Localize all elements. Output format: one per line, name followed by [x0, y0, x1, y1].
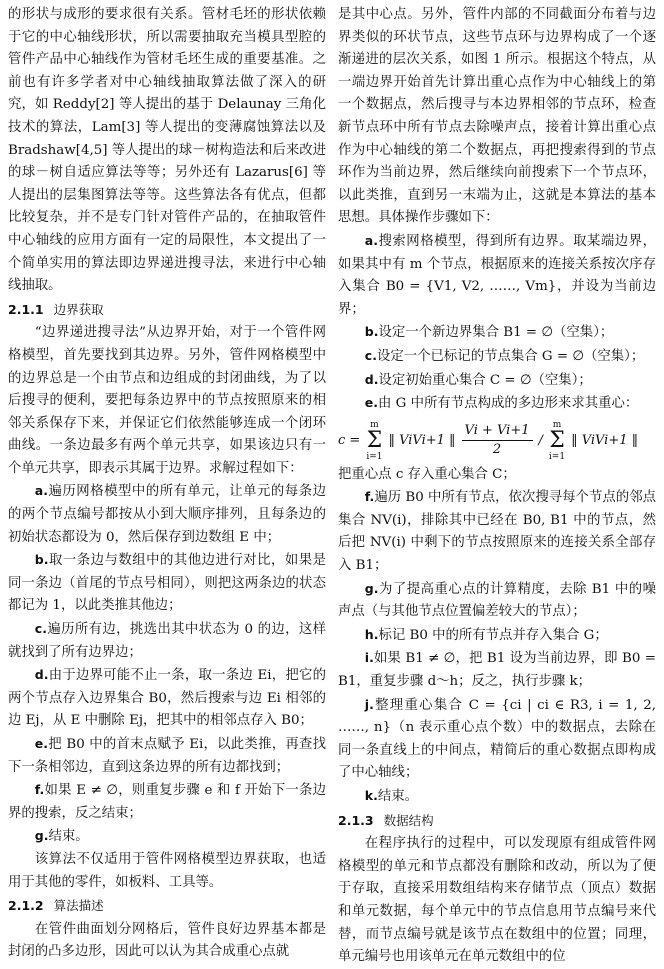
formula-slash: /	[538, 432, 543, 448]
step-e	[338, 392, 656, 416]
step-i	[338, 647, 656, 693]
step-label: b.	[364, 324, 379, 340]
step-g	[8, 825, 326, 849]
step-text: 取一条边与数组中的其他边进行对比，如果是同一条边（首尾的节点号相同），则把这两条边的状态都记为 1，以此类推其他边；	[8, 553, 326, 614]
step-f	[8, 779, 326, 825]
formula-norm-term: ‖ ViVi+1 ‖	[388, 432, 456, 448]
step-b	[338, 321, 656, 345]
data-structure-paragraph: 在程序执行的过程中，可以发现原有组成管件网格模型的单元和节点都没有删除和改动，所以为了便于存取，直接采用数组结构来存储节点（顶点）数据和单元数据，每个单元中的节点信息用节点编号来代替，而节点编号就是该节点在数组中的位置；同理，单元编号也用该单元在单元数组中的位	[338, 836, 656, 965]
step-label: g.	[34, 828, 49, 844]
step-d	[8, 664, 326, 733]
step-label: d.	[34, 667, 49, 683]
step-d	[338, 369, 656, 393]
step-label: a.	[34, 483, 48, 499]
step-label: c.	[364, 347, 377, 363]
step-label: h.	[364, 626, 379, 642]
step-h	[338, 624, 656, 648]
formula-lhs: c =	[338, 432, 361, 448]
summation-symbol	[366, 420, 382, 462]
sigma-icon: Σ	[366, 427, 383, 453]
section-number: 2.1.3	[338, 812, 374, 828]
step-text: 遍历所有边，挑选出其中状态为 0 的边，这样就找到了所有边界边；	[8, 622, 326, 660]
step-text: 结束。	[377, 789, 419, 804]
section-2-1-1-heading	[8, 299, 326, 323]
fraction-denominator: 2	[492, 442, 502, 458]
sum-upper-limit: m	[370, 419, 379, 430]
step-text: 把 B0 中的首末点赋予 Ei，以此类推，再查找下一条相邻边，直到这条边界的所有边都找到；	[8, 737, 326, 775]
step-g	[338, 578, 656, 624]
step-text: 遍历 B0 中所有节点，依次搜寻每个节点的邻点集合 NV(i)，排除其中已经在 B0, B1 中的节点，然后把 NV(i) 中剩下的节点按照原来的连接关系全部存入 B1；	[338, 490, 656, 574]
step-label: i.	[364, 650, 374, 666]
step-label: j.	[364, 696, 374, 712]
formula-norm-term: ‖ ViVi+1 ‖	[571, 432, 639, 448]
step-label: k.	[364, 788, 378, 803]
continued-paragraph: 是其中心点。另外，管件内部的不同截面分布着与边界类似的环状节点，这些节点环与边界构成了一个逐渐递进的层次关系，如图 1 所示。根据这个特点，从一端边界开始首先计算出重心点作为中心轴线上的第一个数据点，然后搜寻与本边界相邻的节点环，检查新节点环中所有节点去除噪声点，接着计算出重心点作为中心轴线的第二个数据点，再把搜索得到的节点环作为当前边界，然后继续向前搜索下一个节点环，以此类推，直到另一末端为止，这就是本算法的基本思想。具体操作步骤如下：	[338, 7, 656, 226]
centroid-formula	[338, 420, 656, 462]
step-text: 标记 B0 中的所有节点并存入集合 G；	[378, 627, 608, 643]
step-b	[8, 549, 326, 618]
step-e-continued: 把重心点 c 存入重心集合 C；	[338, 466, 516, 482]
step-k	[338, 785, 656, 809]
right-column	[338, 4, 656, 965]
formula-fraction	[462, 422, 533, 459]
step-a	[338, 230, 656, 321]
section-2-1-2-heading	[8, 895, 326, 919]
step-label: f.	[34, 782, 45, 798]
step-text: 遍历网格模型中的所有单元，让单元的每条边的两个节点编号都按从小到大顺序排列，且每条边的初始状态都设为 0，然后保存到边数组 E 中；	[8, 484, 326, 545]
step-text: 设定一个已标记的节点集合 G = ∅（空集）；	[376, 348, 645, 364]
step-text: 由 G 中所有节点构成的多边形来求其重心：	[378, 396, 639, 412]
intro-paragraph: 的形状与成形的要求很有关系。管材毛坯的形状依赖于它的中心轴线形状，所以需要抽取充当模具型腔的管件产品中心轴线作为管材毛坯生成的重要基准。之前也有许多学者对中心轴线抽取算法做了深入的研究，如 Reddy[2] 等人提出的基于 Delaunay 三角化技术的算法，Lam[3] 等人提出的变薄腐蚀算法以及 Bradshaw[4,5] 等人提出的球－树构造法和后来改进的球－树自适应算法等等；另外还有 Lazarus[6] 等人提出的层集图算法等等。这些算法各有优点，但都比较复杂，并不是专门针对管件产品的，在抽取管件中心轴线的应用方面有一定的局限性，本文提出了一个简单实用的算法即边界递进搜寻法，来进行中心轴线抽取。	[8, 7, 326, 294]
sum-lower-limit: i=1	[366, 451, 383, 462]
section-title: 边界获取	[53, 301, 104, 317]
section-number: 2.1.2	[8, 898, 44, 914]
left-column	[8, 4, 326, 960]
section-title: 算法描述	[53, 898, 104, 914]
boundary-paragraph: “边界递进搜寻法”从边界开始，对于一个管件网格模型，首先要找到其边界。另外，管件网格模型中的边界总是一个由节点和边组成的封闭曲线，为了以后搜寻的便利，要把每条边界中的节点按照原来的相邻关系保存下来，并保证它们依然能够连成一个闭环曲线。一条边最多有两个单元共享，如果该边只有一个单元共享，即表示其属于边界。求解过程如下：	[8, 325, 326, 476]
step-text: 为了提高重心点的计算精度，去除 B1 中的噪声点（与其他节点位置偏差较大的节点）；	[338, 581, 656, 620]
step-text: 设定初始重心集合 C = ∅（空集）；	[378, 372, 592, 388]
step-c	[8, 618, 326, 664]
step-text: 由于边界可能不止一条，取一条边 Ei，把它的两个节点存入边界集合 B0，然后搜索与边 Ei 相邻的边 Ej，从 E 中删除 Ej，把其中的相邻点存入 B0；	[8, 668, 326, 729]
sum-lower-limit: i=1	[548, 451, 566, 462]
step-text: 搜索网格模型，得到所有边界。取某端边界，如果其中有 m 个节点，根据原来的连接关系按次序存入集合 B0 = {V1, V2, ……, Vm}，并设为当前边界；	[338, 233, 656, 317]
step-text: 结束。	[48, 829, 89, 845]
fraction-numerator: Vi + Vi+1	[462, 422, 533, 441]
step-a	[8, 480, 326, 549]
sum-upper-limit: m	[552, 419, 562, 430]
summation-symbol	[549, 420, 565, 462]
step-label: f.	[364, 489, 375, 505]
section-2-1-3-heading	[338, 810, 656, 834]
step-text: 如果 B1 ≠ ∅，把 B1 设为当前边界，即 B0 = B1，重复步骤 d～h；反之，执行步骤 k；	[338, 651, 656, 690]
section-number: 2.1.1	[8, 301, 44, 317]
step-text: 整理重心集合 C = {ci | ci ∈ R3, i = 1, 2, ……, n}（n 表示重心点个数）中的数据点，去除在同一条直线上的中间点，精简后的重心数据点即构成了中心轴线；	[338, 697, 656, 781]
step-f	[338, 486, 656, 577]
step-text: 如果 E ≠ ∅，则重复步骤 e 和 f 开始下一条边界的搜索，反之结束；	[8, 783, 326, 821]
algorithm-paragraph: 在管件曲面划分网格后，管件良好边界基本都是封闭的凸多边形，因此可以认为其合成重心点就	[8, 921, 326, 960]
step-j	[338, 694, 656, 785]
step-label: e.	[34, 736, 49, 751]
step-label: e.	[364, 395, 379, 411]
step-label: c.	[34, 621, 47, 637]
applicability-paragraph: 该算法不仅适用于管件网格模型边界获取，也适用于其他的零件，如板料、工具等。	[8, 851, 326, 890]
step-label: g.	[364, 580, 379, 596]
step-label: b.	[34, 552, 49, 568]
step-label: a.	[364, 232, 378, 248]
step-e	[8, 733, 326, 779]
sigma-icon: Σ	[549, 427, 565, 453]
step-c	[338, 345, 656, 369]
section-title: 数据结构	[383, 812, 434, 828]
step-text: 设定一个新边界集合 B1 = ∅（空集）；	[378, 325, 614, 341]
step-label: d.	[364, 371, 379, 387]
